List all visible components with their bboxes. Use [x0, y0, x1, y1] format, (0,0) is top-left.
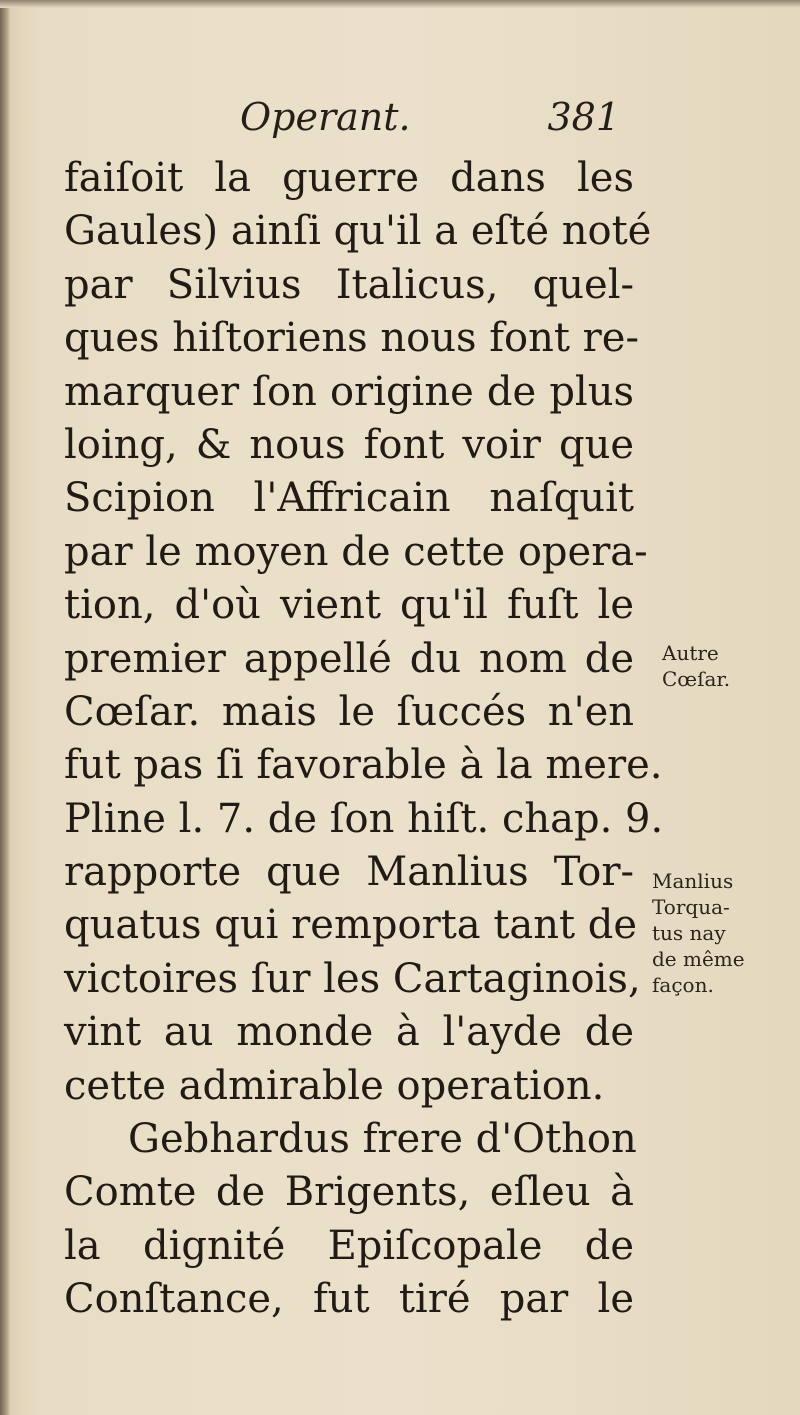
text-line: loing, & nous font voir que — [64, 421, 634, 468]
margin-note-line: Cœſar. — [662, 667, 731, 691]
text-line: rapporte que Manlius Tor- — [64, 849, 634, 896]
text-line: la dignité Epiſcopale de — [64, 1222, 634, 1269]
text-line: Gaules) ainſi qu'il a eſté noté — [64, 208, 652, 255]
body-text — [64, 152, 664, 1327]
text-line: ques hiſtoriens nous font re- — [64, 315, 639, 362]
margin-note-line: façon. — [652, 973, 714, 997]
text-line: Gebhardus frere d'Othon — [128, 1116, 637, 1163]
margin-note-line: tus nay — [652, 921, 726, 945]
page-top-edge — [0, 0, 800, 8]
text-line: vint au monde à l'ayde de — [64, 1009, 634, 1056]
margin-note-autre-coesar — [662, 640, 730, 692]
running-title: Operant. — [240, 95, 411, 139]
text-line: fut pas ſi favorable à la mere. — [64, 742, 663, 789]
text-line: par Silvius Italicus, quel- — [64, 261, 634, 308]
text-line: faiſoit la guerre dans les — [64, 155, 634, 201]
page-number: 381 — [547, 95, 620, 139]
text-line: Conſtance, fut tiré par le — [64, 1276, 634, 1323]
margin-note-line: Torqua- — [652, 895, 730, 919]
binding-gutter — [0, 0, 10, 1415]
margin-note-line: Autre — [662, 641, 719, 665]
running-head — [240, 95, 620, 145]
text-line: victoires ſur les Cartaginois, — [64, 955, 641, 1002]
text-line: Pline l. 7. de ſon hiſt. chap. 9. — [64, 795, 664, 842]
text-line: marquer ſon origine de plus — [64, 368, 634, 415]
text-line: cette admirable operation. — [64, 1062, 605, 1109]
text-line: premier appellé du nom de — [64, 635, 634, 682]
margin-note-line: de même — [652, 947, 745, 971]
text-line: quatus qui remporta tant de — [64, 902, 638, 949]
margin-note-line: Manlius — [652, 869, 734, 893]
text-line: Cœſar. mais le ſuccés n'en — [64, 688, 634, 735]
text-line: tion, d'où vient qu'il fuſt le — [64, 582, 634, 629]
text-line: Scipion l'Affricain naſquit — [64, 475, 634, 522]
text-line: Comte de Brigents, eſleu à — [64, 1169, 634, 1216]
text-line: par le moyen de cette opera- — [64, 528, 648, 575]
margin-note-manlius — [652, 868, 745, 998]
